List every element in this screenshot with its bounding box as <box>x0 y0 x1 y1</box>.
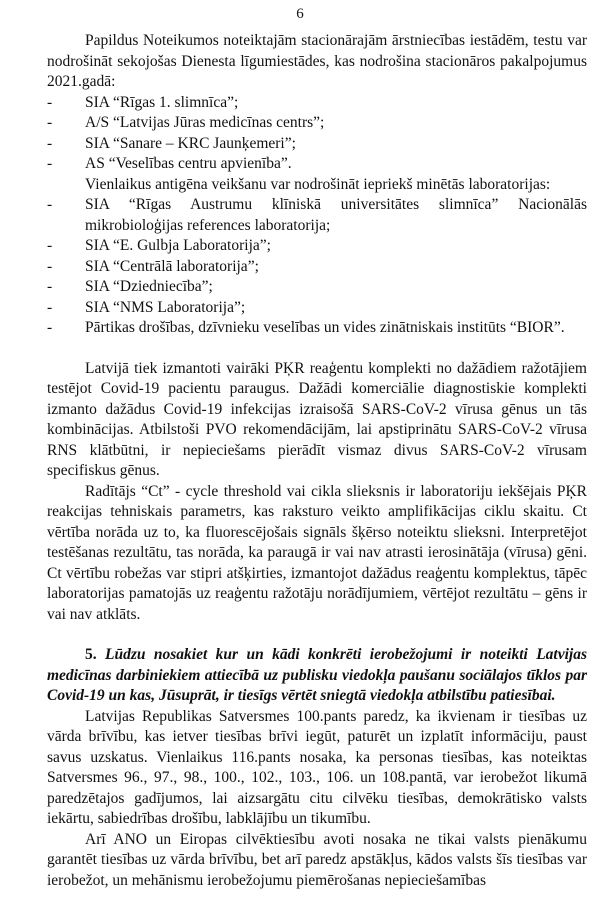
page-number: 6 <box>296 6 304 22</box>
list-item: - Pārtikas drošības, dzīvnieku veselības un vides zinātniskais institūts “BIOR”. <box>47 318 587 339</box>
document-body <box>47 31 587 891</box>
dash-bullet: - <box>47 237 53 254</box>
answer-paragraph: Latvijas Republikas Satversmes 100.pants paredz, ka ikvienam ir tiesības uz vārda brīvību, kas ietver tiesības brīvi iegūt, paturēt un izplatīt informāciju, paust savus uzskatus. Vienlaikus 116.pants nosaka, ka personas tiesības, kas noteiktas Satversmes 96., 97., 98., 100., 102., 103., 106. un 108.pantā, var ierobežot likumā paredzētajos gadījumos, lai aizsargātu citu cilvēku tiesības, demokrātisko valsts iekārtu, sabiedrības drošību, labklājību un tikumību. <box>47 707 587 827</box>
dash-bullet: - <box>47 134 53 152</box>
question-text: Lūdzu nosakiet kur un kādi konkrēti ierobežojumi ir noteikti Latvijas medicīnas darbiniekiem attiecībā uz publisku viedokļa paušanu sociālajos tīklos par Covid-19 un kas, Jūsuprāt, ir tiesīgs vērtēt sniegtā viedokļa atbilstību patiesībai. <box>47 646 588 704</box>
hospital-list <box>47 93 587 175</box>
dash-bullet: - <box>47 155 53 172</box>
question-number: 5. <box>85 646 97 663</box>
list-item: - A/S “Latvijas Jūras medicīnas centrs”; <box>47 113 587 134</box>
list-item: - SIA “Centrālā laboratorija”; <box>47 257 587 278</box>
list-item: - SIA “E. Gulbja Laboratorija”; <box>47 236 587 257</box>
list-item: - SIA “Rīgas Austrumu klīniskā universitātes slimnīca” Nacionālās mikrobioloģijas references laboratorija; <box>47 196 587 234</box>
dash-bullet: - <box>47 114 53 131</box>
list-item: - SIA “Sanare – KRC Jaunķemeri”; <box>47 134 587 155</box>
list-item: - SIA “Dziedniecība”; <box>47 277 587 298</box>
dash-bullet: - <box>47 93 53 111</box>
ano-paragraph: Arī ANO un Eiropas cilvēktiesību avoti nosaka ne tikai valsts pienākumu garantēt tiesības uz vārda brīvību, bet arī paredz apstākļus, kādos valsts šīs tiesības var ierobežot, un mehānismu ierobežojumu piemērošanas nepieciešamības <box>47 830 587 889</box>
paragraph-gap <box>47 625 587 645</box>
dash-bullet: - <box>47 196 53 213</box>
list-item: - SIA “NMS Laboratorija”; <box>47 298 587 319</box>
dash-bullet: - <box>47 319 53 336</box>
dash-bullet: - <box>47 257 53 275</box>
list-item: - SIA “Rīgas 1. slimnīca”; <box>47 93 587 114</box>
intro-paragraph: Papildus Noteikumos noteiktajām stacionārajām ārstniecības iestādēm, testu var nodrošināt sekojošas Dienesta līgumiestādes, kas nodrošina stacionāros pakalpojumus 2021.gadā: <box>47 32 587 90</box>
list-item: - AS “Veselības centru apvienība”. <box>47 154 587 175</box>
antigen-intro: Vienlaikus antigēna veikšanu var nodrošināt iepriekš minētās laboratorijas: <box>85 175 551 193</box>
dash-bullet: - <box>47 278 53 295</box>
laboratory-list <box>47 195 587 339</box>
pcr-paragraph: Latvijā tiek izmantoti vairāki PĶR reaģentu komplekti no dažādiem ražotājiem testējot Covid-19 pacientu paraugus. Dažādi komerciālie diagnostiskie komplekti izmanto dažādus Covid-19 infekcijas izraisošā SARS-CoV-2 vīrusa gēnus un tās kombinācijas. Atbilstoši PVO rekomendācijām, lai apstiprinātu SARS-CoV-2 vīrusa RNS klātbūtni, ir nepieciešams pierādīt vismaz divus SARS-CoV-2 vīrusam specifiskus gēnus. <box>47 359 587 479</box>
paragraph-gap <box>47 339 587 359</box>
ct-paragraph: Radītājs “Ct” - cycle threshold vai cikla slieksnis ir laboratoriju iekšējais PĶR reakcijas tehniskais parametrs, kas raksturo veikto amplifikācijas ciklu skaitu. Ct vērtība norāda uz to, ka fluorescējošais signāls šķērso noteiktu slieksni. Interpretējot testēšanas rezultātu, tas norāda, ka paraugā ir vai nav atrasti ierosinātāja (vīrusa) gēni. Ct vērtību robežas var stipri atšķirties, izmantojot dažādus reaģentu komplektus, tāpēc laboratorijas pamatojās uz reaģentu ražotāju norādījumiem, vērtējot rezultātu – gēns ir vai nav atklāts. <box>47 482 587 623</box>
question-heading <box>47 645 587 707</box>
dash-bullet: - <box>47 298 53 316</box>
